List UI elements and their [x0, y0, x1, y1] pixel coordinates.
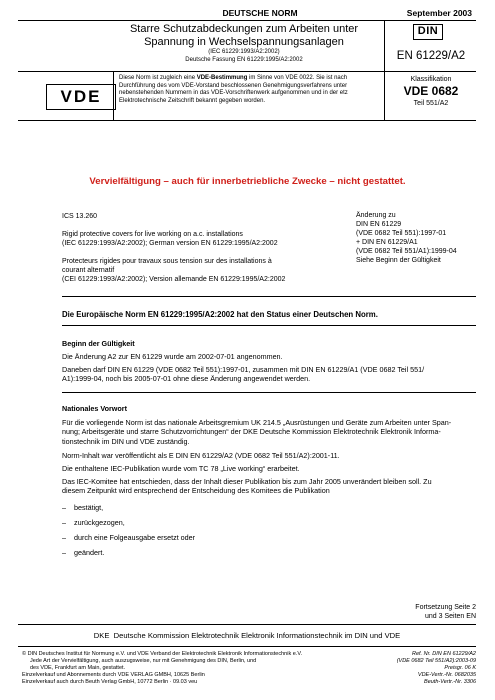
din-document-number: EN 61229/A2 [396, 50, 466, 62]
foreword-paragraph-1: Für die vorliegende Norm ist das nationale Arbeitsgremium UK 214.5 „Ausrüstungen und Geräte zum Arbeiten unter Span- nung; Arbeitsgeräte und starre Schutzvorrichtungen“ der DKE Deutsche Kommission Elektrotechnik Elektronik Informa- tionstechnik im DIN und VDE zuständig. [62, 418, 452, 446]
title-bottom-rule [18, 71, 476, 72]
dke-committee-line: DKE Deutsche Kommission Elektrotechnik Elektronik Informationstechnik im DIN und VDE [93, 631, 401, 640]
footer-top-rule [18, 646, 476, 647]
ics-code: ICS 13.260 [62, 213, 98, 220]
vde-left-divider [113, 71, 114, 120]
document-title [108, 23, 380, 64]
vde-bottom-rule [18, 120, 476, 121]
vde-logo: VDE [46, 84, 116, 110]
validity-paragraph-2: Daneben darf DIN EN 61229 (VDE 0682 Teil 551):1997-01, zusammen mit DIN EN 61229/A1 (VDE 0682 Teil 551/ A1):1999-04, noch bis 2005-07-01 ohne diese Änderung angewendet werden. [62, 365, 425, 384]
reference-footer: Ref. Nr. DIN EN 61229/A2 (VDE 0682 Teil 551/A2):2003-09 Preisgr. 06 K VDE-Vertr.-Nr. 0682035 Beuth-Vertr.-Nr. 3306 [396, 651, 476, 685]
foreword-paragraph-2: Norm-Inhalt war veröffentlicht als E DIN EN 61229/A2 (VDE 0682 Teil 551/A2):2001-11. [62, 451, 340, 460]
dke-top-rule [18, 624, 476, 625]
classification-block [386, 75, 476, 108]
foreword-paragraph-4: Das IEC-Komitee hat entschieden, dass der Inhalt dieser Publikation bis zum Jahr 2005 unverändert bleiben soll. Zu diesem Zeitpunkt wird entsprechend der Entscheidung des Komitees die Publikation [62, 477, 432, 496]
foreword-paragraph-3: Die enthaltene IEC-Publikation wurde vom TC 78 „Live working“ erarbeitet. [62, 464, 300, 473]
validity-paragraph-1: Die Änderung A2 zur EN 61229 wurde am 2002-07-01 angenommen. [62, 352, 283, 361]
amendment-references: Änderung zu DIN EN 61229 (VDE 0682 Teil 551):1997-01 + DIN EN 61229/A1 (VDE 0682 Teil 551/A1):1999-04 Siehe Beginn der Gültigkeit [356, 212, 457, 264]
national-foreword-heading: Nationales Vorwort [62, 404, 127, 413]
document-type-label: DEUTSCHE NORM [222, 8, 298, 18]
copyright-footer: © DIN Deutsches Institut für Normung e.V. und VDE Verband der Elektrotechnik Elektronik Informationstechnik e.V. Jede Art der Vervielfältigung, auch auszugsweise, nur mit Genehmigung des DIN, Berlin, und des VDE, Frankfurt am Main, gestattet. Einzelverkauf und Abonnements durch VDE VERLAG GMBH, 10625 Berlin Einzelverkauf auch durch Beuth Verlag GmbH, 10772 Berlin · 09.03 veu [22, 651, 303, 685]
classification-label: Klassifikation [410, 76, 452, 83]
din-logo: DIN [413, 24, 443, 40]
top-rule [18, 20, 476, 21]
classification-number: VDE 0682 [403, 84, 459, 98]
title-iec-reference: (IEC 61229:1993/A2:2002) [208, 49, 280, 55]
reproduction-warning: Vervielfältigung – auch für innerbetriebliche Zwecke – nicht gestattet. [89, 176, 406, 187]
status-statement: Die Europäische Norm EN 61229:1995/A2:2002 hat den Status einer Deutschen Norm. [62, 310, 378, 319]
status-bottom-rule [62, 325, 476, 326]
title-line-2: Spannung in Wechselspannungsanlagen [144, 35, 344, 48]
vde-note: Diese Norm ist zugleich eine VDE-Bestimmung im Sinne von VDE 0022. Sie ist nach Durchführung des vom VDE-Vorstand beschlossenen Genehmigungsverfahrens unter nebenstehenden Nummern in das VDE-Vorschriftenwerk aufgenommen und in der etz Elektrotechnische Zeitschrift bekannt gegeben worden. [119, 75, 348, 104]
classification-part: Teil 551/A2 [413, 100, 449, 107]
english-title: Rigid protective covers for live working on a.c. installations (IEC 61229:1993/A2:2002); German version EN 61229:1995/A2:2002 [62, 231, 278, 247]
validity-heading: Beginn der Gültigkeit [62, 339, 135, 348]
title-german-version: Deutsche Fassung EN 61229:1995/A2:2002 [185, 56, 303, 63]
metadata-bottom-rule [62, 296, 476, 297]
issue-date: September 2003 [406, 8, 472, 18]
title-line-1: Starre Schutzabdeckungen zum Arbeiten unter [129, 23, 359, 35]
continuation-note: Fortsetzung Seite 2 und 3 Seiten EN [415, 604, 476, 620]
validity-bottom-rule [62, 392, 476, 393]
vde-right-divider [384, 71, 385, 120]
title-din-divider [384, 20, 385, 71]
french-title: Protecteurs rigides pour travaux sous tension sur des installations à courant alternatif (CEI 61229:1993/A2:2002); Version allemande EN 61229:1995/A2:2002 [62, 258, 286, 283]
